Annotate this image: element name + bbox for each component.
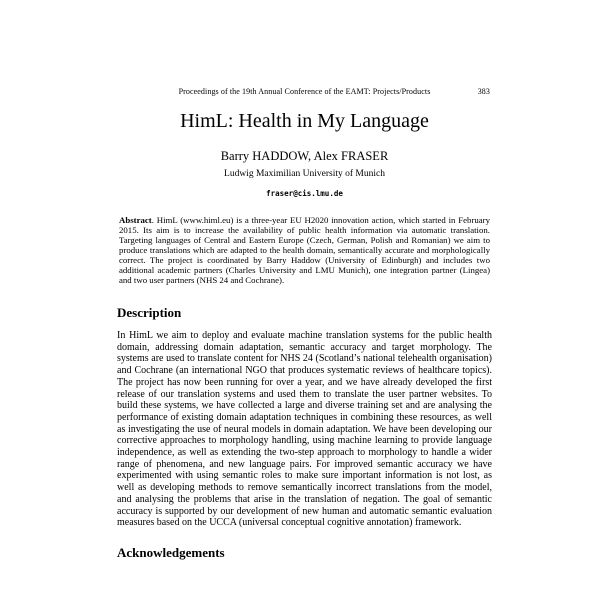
section-heading-acknowledgements: Acknowledgements (117, 544, 225, 560)
section-body-description: In HimL we aim to deploy and evaluate machine translation systems for the public health domain, addressing domain adaptation, semantic accuracy and target morphology. The systems are used to translate content for NHS 24 (Scotland’s national telehealth organisation) and Cochrane (an international NGO that produces systematic reviews of healthcare topics). The project has now been running for over a year, and we have already developed the first release of our translation systems and used them to translate the user partner websites. To build these systems, we have collected a large and diverse training set and are analysing the performance of existing domain adaptation techniques in combining these resources, as well as investigating the use of neural models in domain adaptation. We have been developing our corrective approaches to morphology handling, using machine learning to provide language independence, as well as extending the two-step approach to morphology to handle a wider range of phenomena, and new language pairs. For improved semantic accuracy we have experimented with using semantic roles to make sure important information is not lost, as well as developing methods to remove semantically incorrect translations from the model, and analysing the problems that arise in the translation of negation. The goal of semantic accuracy is supported by our development of new human and automatic semantic evaluation measures based on the UCCA (universal conceptual cognitive annotation) framework. (117, 330, 492, 529)
page-number: 383 (477, 87, 490, 96)
abstract-paragraph (117, 215, 492, 285)
affiliation-line: Ludwig Maximilian University of Munich (224, 169, 385, 179)
abstract-text: . HimL (www.himl.eu) is a three-year EU H2020 innovation action, which started in February 2015. Its aim is to increase the availability of public health information via automatic translation. Targeting languages of Central and Eastern Europe (Czech, German, Polish and Romanian) we aim to produce translations which are adapted to the health domain, semantically accurate and morphologically correct. The project is coordinated by Barry Haddow (University of Edinburgh) and includes two additional academic partners (Charles University and LMU Munich), one integration partner (Lingea) and two user partners (NHS 24 and Cochrane). (119, 215, 490, 285)
running-header (117, 87, 492, 96)
section-heading-description: Description (117, 305, 182, 320)
paper-content (117, 0, 492, 560)
abstract-label: Abstract (119, 215, 152, 225)
email-address: fraser@cis.lmu.de (266, 189, 343, 198)
running-header-text: Proceedings of the 19th Annual Conference of the EAMT: Projects/Products (178, 87, 431, 96)
authors-line: Barry HADDOW, Alex FRASER (220, 149, 389, 163)
paper-title: HimL: Health in My Language (180, 110, 429, 132)
